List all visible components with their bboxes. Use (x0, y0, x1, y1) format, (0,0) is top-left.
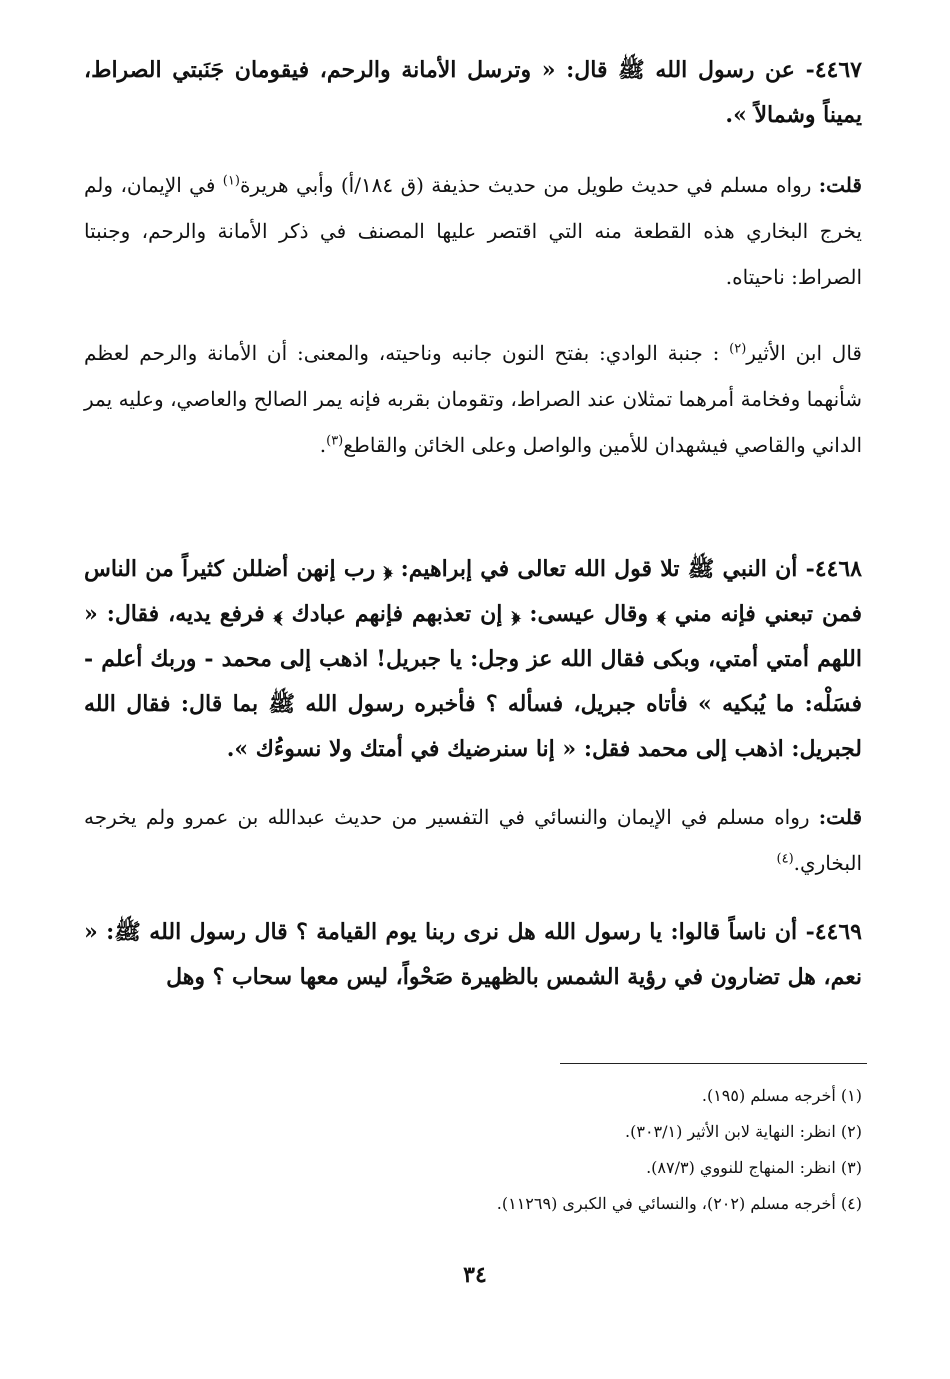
commentary-text-start: رواه مسلم في حديث طويل من حديث حذيفة (ق ١٨٤/أ) وأبي هريرة (239, 173, 819, 197)
explanation-text: : جنبة الوادي: بفتح النون جانبه وناحيته، والمعنى: أن الأمانة والرحم لعظم شأنهما وفخامة أمرهما تمثلان عند الصراط، وتقومان بقربه فإنه يمر الصالح والعاصي، وعليه يمر الداني والقاصي فيشهدان للأمين والواصل وعلى الخائن والقاطع (84, 341, 863, 457)
footnote-4: (٤) أخرجه مسلم (٢٠٢)، والنسائي في الكبرى (١١٢٦٩). (496, 1194, 862, 1213)
hadith-4467 (84, 48, 862, 138)
hadith-4468 (84, 547, 862, 772)
footnote-3: (٣) انظر: المنهاج للنووي (٨٧/٣). (646, 1158, 862, 1177)
footnote-2: (٢) انظر: النهاية لابن الأثير (٣٠٣/١). (625, 1122, 862, 1141)
commentary-text: رواه مسلم في الإيمان والنسائي في التفسير من حديث عبدالله بن عمرو ولم يخرجه البخاري. (84, 805, 862, 875)
commentary-label: قلت: (818, 173, 862, 197)
footnote-ref-3: (٣) (326, 433, 344, 449)
explanation-end: . (319, 433, 327, 457)
footnote-separator (560, 1063, 867, 1064)
hadith-4469-text: ٤٤٦٩- أن ناساً قالوا: يا رسول الله هل نرى ربنا يوم القيامة ؟ قال رسول الله ﷺ: « نعم، هل تضارون في رؤية الشمس بالظهيرة صَحْواً، ليس معها سحاب ؟ وهل (84, 919, 862, 990)
commentary-4467 (84, 162, 862, 300)
footnote-ref-1: (١) (222, 173, 240, 189)
hadith-4469 (84, 910, 862, 1000)
commentary-4468 (84, 794, 862, 886)
hadith-4467-text: ٤٤٦٧- عن رسول الله ﷺ قال: « وترسل الأمانة والرحم، فيقومان جَنَبتي الصراط، يميناً وشمالاً ». (84, 57, 862, 128)
footnote-1: (١) أخرجه مسلم (١٩٥). (701, 1086, 862, 1105)
commentary-text-end: في الإيمان، ولم يخرج البخاري هذه القطعة منه التي اقتصر عليها المصنف في ذكر الأمانة والرحم، وجنبتا الصراط: ناحيتاه. (84, 173, 862, 289)
explanation-intro: قال ابن الأثير (746, 341, 862, 365)
commentary-label: قلت: (818, 805, 862, 829)
explanation-ibn-al-athir (84, 330, 862, 468)
footnote-ref-4: (٤) (776, 851, 794, 867)
footnotes (84, 1078, 862, 1222)
page-number: ٣٤ (463, 1262, 487, 1288)
hadith-4468-text: ٤٤٦٨- أن النبي ﷺ تلا قول الله تعالى في إبراهيم: ﴿ رب إنهن أضللن كثيراً من الناس فمن تبعني فإنه مني ﴾ وقال عيسى: ﴿ إن تعذبهم فإنهم عبادك ﴾ فرفع يديه، فقال: « اللهم أمتي أمتي، وبكى فقال الله عز وجل: يا جبريل! اذهب إلى محمد - وربك أعلم - فسَلْه: ما يُبكيه » فأتاه جبريل، فسأله ؟ فأخبره رسول الله ﷺ بما قال: فقال الله لجبريل: اذهب إلى محمد فقل: « إنا سنرضيك في أمتك ولا نسوءُك ». (84, 556, 862, 762)
footnote-ref-2: (٢) (729, 341, 747, 357)
